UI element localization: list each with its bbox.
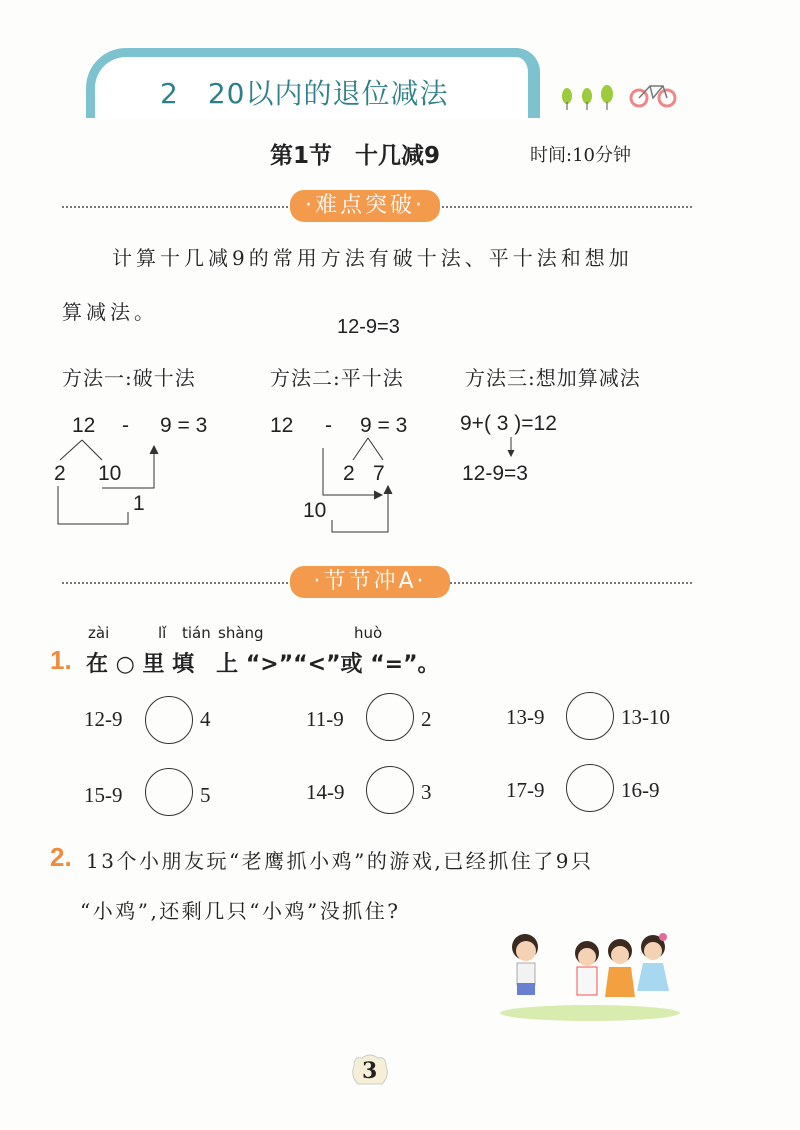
question-2-line-1: 13个小朋友玩“老鹰抓小鸡”的游戏,已经抓住了9只: [86, 849, 594, 873]
intro-line-1: 计算十几减9的常用方法有破十法、平十法和想加: [112, 246, 633, 270]
method-label: 方法二:平十法: [270, 366, 404, 390]
answer-circle[interactable]: [145, 768, 193, 816]
m1-rest: 9 = 3: [160, 414, 208, 437]
m2-minuend: 12: [270, 414, 294, 437]
pinyin: huò: [354, 624, 383, 642]
unit-title: 2 20以内的退位减法: [160, 77, 449, 110]
tree-icon: [562, 88, 572, 110]
compare-left: 17-9: [506, 778, 545, 802]
compare-right: 4: [200, 707, 211, 731]
tree-icon: [601, 85, 613, 110]
answer-circle[interactable]: [566, 692, 614, 740]
question-number: 1.: [50, 645, 72, 675]
compare-left: 14-9: [306, 780, 345, 804]
pinyin: lǐ: [158, 624, 167, 642]
compare-right: 3: [421, 780, 432, 804]
answer-circle[interactable]: [366, 766, 414, 814]
m1-split: 2: [54, 462, 66, 485]
m2-result: 10: [303, 499, 327, 522]
compare-left: 11-9: [306, 707, 344, 731]
m1-minuend: 12: [72, 414, 96, 437]
intro-line-2: 算减法。: [62, 300, 158, 324]
m1-op: -: [122, 414, 129, 437]
compare-left: 13-9: [506, 705, 545, 729]
example-equation: 12-9=3: [337, 316, 400, 338]
method-diagrams: [50, 400, 650, 540]
bicycle-icon: [631, 86, 675, 106]
m2-op: -: [325, 414, 332, 437]
m3-line1: 9+( 3 )=12: [460, 412, 557, 435]
question-2-line-2: “小鸡”,还剩几只“小鸡”没抓住?: [80, 899, 401, 923]
m1-split: 10: [98, 462, 122, 485]
answer-circle[interactable]: [566, 764, 614, 812]
trees-bicycle-decoration: [555, 78, 680, 118]
pinyin: shàng: [218, 624, 264, 642]
compare-right: 16-9: [621, 778, 660, 802]
pinyin: tián: [182, 624, 211, 642]
answer-circle[interactable]: [145, 696, 193, 744]
m3-line2: 12-9=3: [462, 462, 528, 485]
m2-rest: 9 = 3: [360, 414, 408, 437]
section-badge: ·节节冲A·: [290, 566, 450, 598]
tree-icon: [582, 88, 592, 110]
section-title: 第1节 十几减9: [270, 143, 441, 169]
section-badge: ·难点突破·: [290, 190, 440, 222]
m2-split: 7: [373, 462, 385, 485]
compare-right: 2: [421, 707, 432, 731]
method-label: 方法一:破十法: [62, 366, 196, 390]
question-number: 2.: [50, 842, 72, 872]
time-limit: 时间:10分钟: [530, 145, 631, 166]
page-number: 3: [362, 1058, 378, 1084]
pinyin: zài: [88, 624, 110, 642]
compare-left: 12-9: [84, 707, 123, 731]
question-1-text: 在 ○ 里 填 上 “>”“<”或 “=”。: [86, 652, 440, 677]
children-playing-illustration: [495, 925, 685, 1025]
m1-result: 1: [133, 492, 145, 515]
m2-split: 2: [343, 462, 355, 485]
compare-right: 13-10: [621, 705, 670, 729]
compare-right: 5: [200, 783, 211, 807]
method-label: 方法三:想加算减法: [465, 366, 641, 390]
answer-circle[interactable]: [366, 693, 414, 741]
compare-left: 15-9: [84, 783, 123, 807]
